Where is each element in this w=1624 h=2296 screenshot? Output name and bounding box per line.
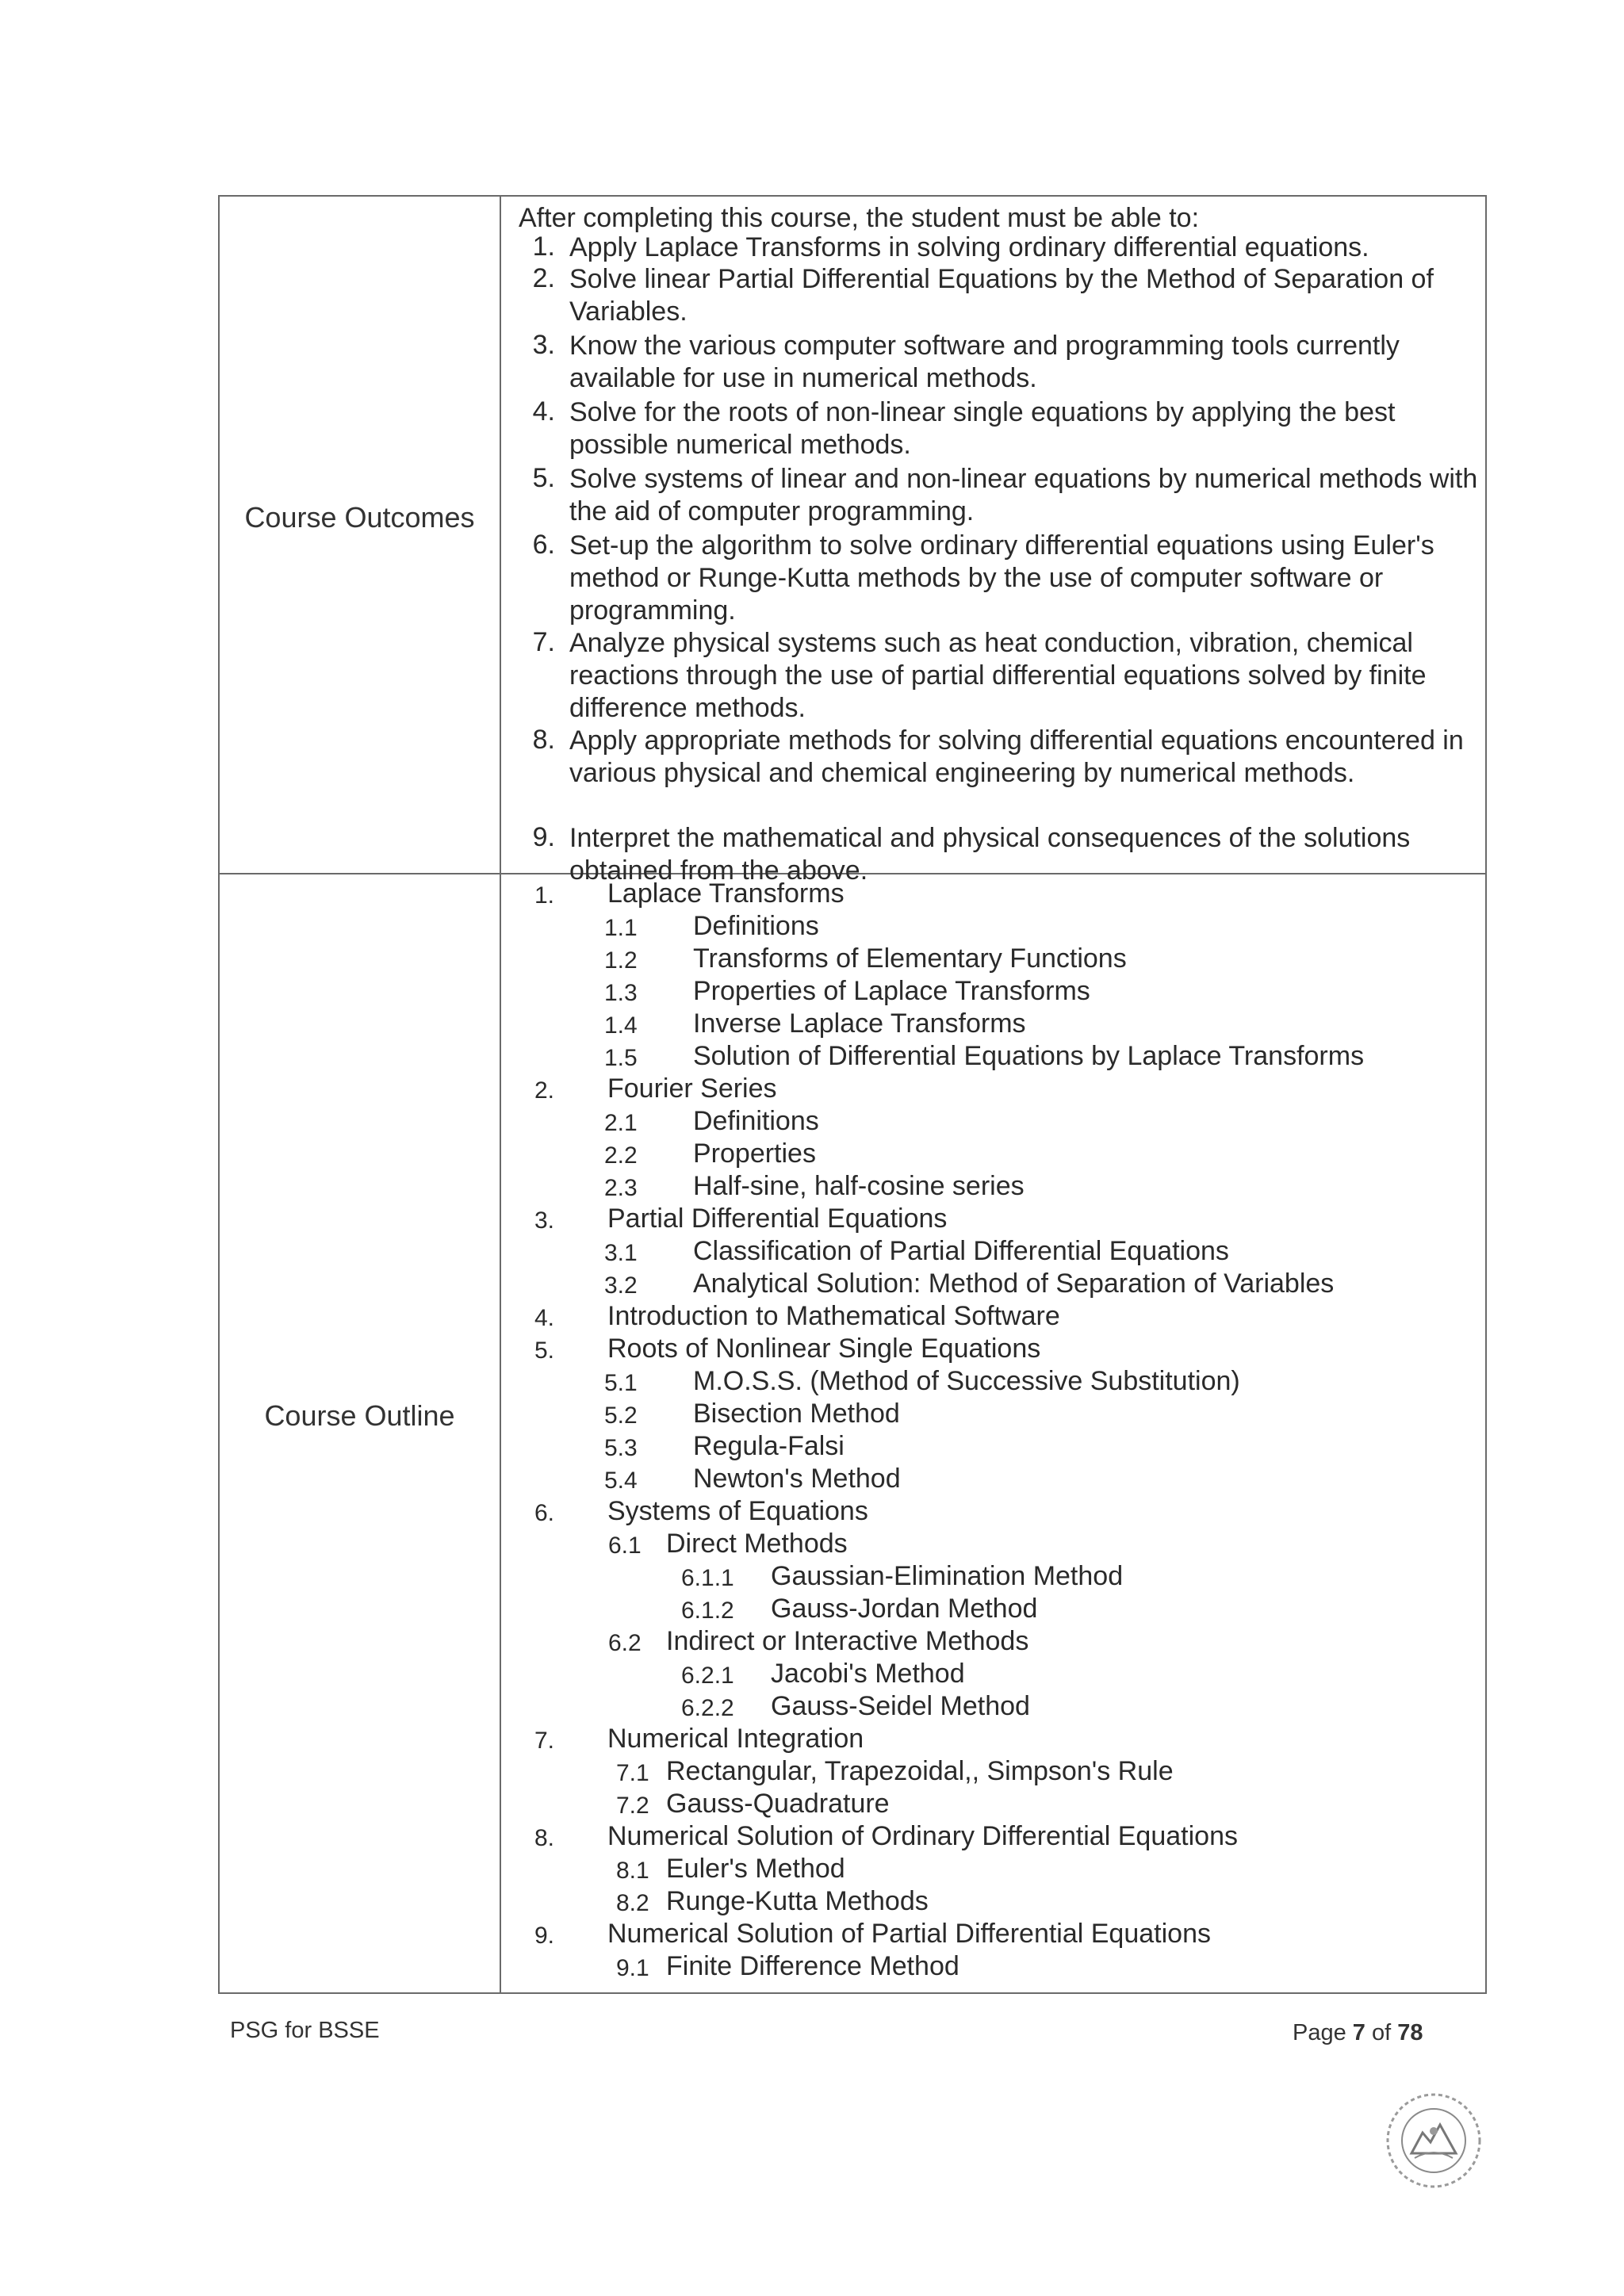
outline-number: 1. (534, 882, 555, 909)
outline-number: 8.2 (616, 1890, 649, 1916)
outcomes-intro: After completing this course, the student must be able to: (519, 203, 1200, 233)
outline-number: 8. (534, 1825, 555, 1851)
outline-topic: Transforms of Elementary Functions (693, 943, 1127, 974)
outline-topic: Introduction to Mathematical Software (607, 1301, 1060, 1331)
outline-number: 1.4 (604, 1012, 638, 1039)
page-mid: of (1365, 2020, 1398, 2045)
outline-topic: Definitions (693, 1106, 819, 1136)
official-seal-icon (1378, 2084, 1489, 2202)
outline-topic: Numerical Integration (607, 1724, 864, 1754)
outline-topic: Euler's Method (666, 1854, 845, 1884)
outline-number: 8.1 (616, 1858, 649, 1884)
outline-topic: Analytical Solution: Method of Separation of Variables (693, 1269, 1335, 1299)
outline-topic: Properties (693, 1138, 816, 1169)
outcome-text: Know the various computer software and programming tools currently available for use in numerical methods. (569, 331, 1400, 393)
outcome-number: 4. (532, 396, 555, 427)
outcome-text: Interpret the mathematical and physical consequences of the solutions obtained from the above. (569, 823, 1411, 886)
page-current: 7 (1352, 2020, 1365, 2045)
outcome-number: 3. (532, 330, 555, 360)
outcome-number: 9. (532, 822, 555, 852)
outline-number: 9.1 (616, 1955, 649, 1981)
outline-number: 7. (534, 1728, 555, 1754)
outline-topic: Laplace Transforms (607, 878, 845, 909)
outline-number: 7.2 (616, 1793, 649, 1819)
outcome-text: Set-up the algorithm to solve ordinary differential equations using Euler's method or Runge-Kutta methods by the use of computer software or programming. (569, 530, 1434, 626)
outline-number: 3.1 (604, 1240, 638, 1266)
outline-topic: Fourier Series (607, 1073, 777, 1104)
page-total: 78 (1397, 2020, 1423, 2045)
page-prefix: Page (1293, 2020, 1353, 2045)
outline-topic: Jacobi's Method (771, 1659, 965, 1689)
outline-number: 5. (534, 1337, 555, 1364)
outline-number: 1.5 (604, 1045, 638, 1071)
outline-topic: Half-sine, half-cosine series (693, 1171, 1025, 1201)
outline-topic: Gauss-Quadrature (666, 1789, 890, 1819)
outline-topic: Gaussian-Elimination Method (771, 1561, 1124, 1591)
outline-number: 5.1 (604, 1370, 638, 1396)
outline-topic: Partial Differential Equations (607, 1203, 948, 1234)
outcome-number: 8. (532, 725, 555, 755)
outline-topic: Numerical Solution of Partial Differential Equations (607, 1919, 1211, 1949)
outcome-text: Solve systems of linear and non-linear equations by numerical methods with the aid of computer programming. (569, 464, 1478, 526)
outline-number: 5.3 (604, 1435, 638, 1461)
outline-number: 6.2 (608, 1630, 642, 1656)
course-outcomes-content (503, 197, 1478, 886)
outline-topic: Rectangular, Trapezoidal,, Simpson's Rule (666, 1756, 1174, 1786)
outcome-text: Apply appropriate methods for solving differential equations encountered in various physical and chemical engineering by numerical methods. (569, 725, 1464, 788)
outline-topic: Regula-Falsi (693, 1431, 845, 1461)
outline-number: 2.2 (604, 1142, 638, 1169)
course-outline-label: Course Outline (264, 1399, 455, 1432)
outline-number: 6.1.2 (681, 1598, 734, 1624)
outline-number: 4. (534, 1305, 555, 1331)
outline-number: 3.2 (604, 1272, 638, 1299)
outcome-text: Solve for the roots of non-linear single equations by applying the best possible numerical methods. (569, 397, 1396, 460)
outline-topic: Gauss-Jordan Method (771, 1594, 1038, 1624)
outline-topic: Runge-Kutta Methods (666, 1886, 929, 1916)
outline-topic: Classification of Partial Differential Equations (693, 1236, 1229, 1266)
page-number (1293, 2020, 1423, 2046)
outcome-text: Analyze physical systems such as heat conduction, vibration, chemical reactions through the use of partial differential equations solved by finite difference methods. (569, 628, 1427, 723)
outline-topic: Definitions (693, 911, 819, 941)
outline-number: 2.1 (604, 1110, 638, 1136)
column-divider (500, 197, 501, 1992)
outline-number: 5.4 (604, 1468, 638, 1494)
outline-number: 1.2 (604, 947, 638, 974)
outline-number: 6. (534, 1500, 555, 1526)
outline-topic: Numerical Solution of Ordinary Differential Equations (607, 1821, 1238, 1851)
outline-number: 2.3 (604, 1175, 638, 1201)
outline-number: 6.2.2 (681, 1695, 734, 1721)
outcome-text: Solve linear Partial Differential Equations by the Method of Separation of Variables. (569, 264, 1434, 327)
outcome-number: 5. (532, 463, 555, 493)
outline-number: 6.1.1 (681, 1565, 734, 1591)
outline-topic: Gauss-Seidel Method (771, 1691, 1030, 1721)
outline-number: 6.2.1 (681, 1663, 734, 1689)
outline-number: 3. (534, 1207, 555, 1234)
outline-topic: Systems of Equations (607, 1496, 868, 1526)
outline-topic: Solution of Differential Equations by Laplace Transforms (693, 1041, 1365, 1071)
outcome-number: 2. (532, 263, 555, 293)
outline-number: 5.2 (604, 1402, 638, 1429)
outcome-text: Apply Laplace Transforms in solving ordinary differential equations. (569, 232, 1369, 262)
outline-topic: M.O.S.S. (Method of Successive Substitution) (693, 1366, 1240, 1396)
outline-number: 1.3 (604, 980, 638, 1006)
outline-number: 6.1 (608, 1533, 642, 1559)
course-table (218, 195, 1487, 1994)
outline-topic: Newton's Method (693, 1464, 901, 1494)
outline-topic: Indirect or Interactive Methods (666, 1626, 1029, 1656)
outline-number: 7.1 (616, 1760, 649, 1786)
outline-number: 1.1 (604, 915, 638, 941)
outline-number: 9. (534, 1923, 555, 1949)
outline-topic: Properties of Laplace Transforms (693, 976, 1090, 1006)
outline-number: 2. (534, 1077, 555, 1104)
outline-topic: Finite Difference Method (666, 1951, 959, 1981)
course-outcomes-label: Course Outcomes (244, 501, 475, 534)
outline-topic: Direct Methods (666, 1529, 848, 1559)
outcome-number: 7. (532, 627, 555, 657)
footer-left: PSG for BSSE (230, 2018, 380, 2043)
outcome-number: 1. (532, 232, 555, 262)
outline-topic: Inverse Laplace Transforms (693, 1008, 1026, 1039)
outline-topic: Bisection Method (693, 1399, 900, 1429)
outcome-number: 6. (532, 530, 555, 560)
outline-topic: Roots of Nonlinear Single Equations (607, 1334, 1041, 1364)
